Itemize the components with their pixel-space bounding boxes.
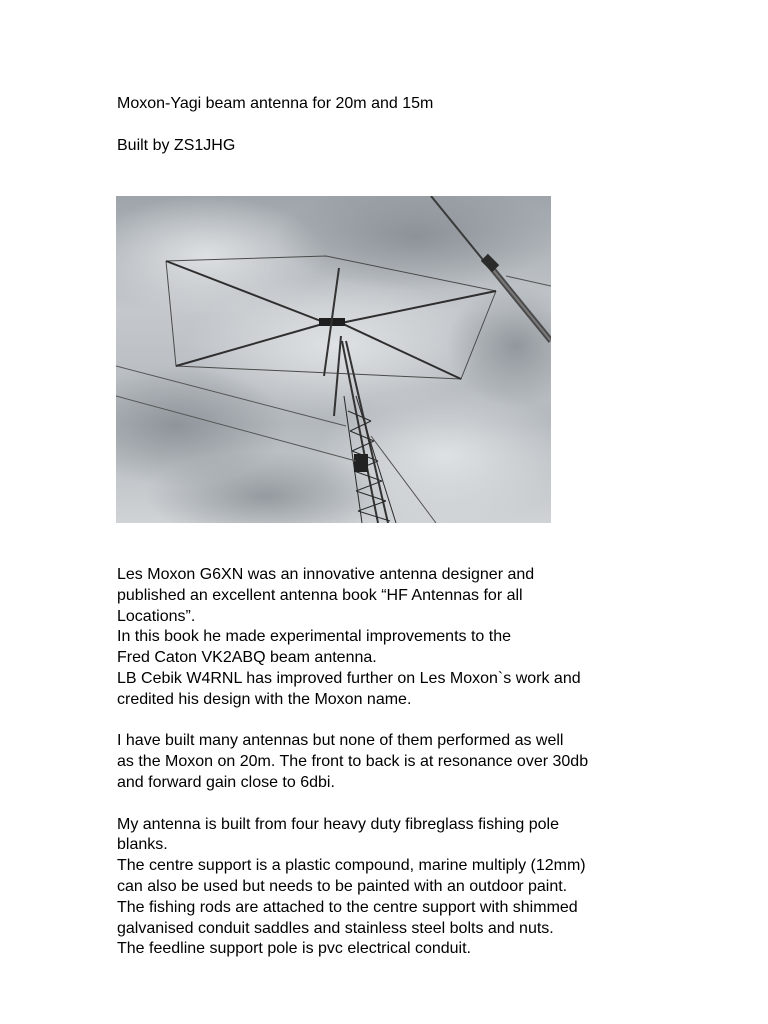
antenna-photo	[116, 196, 551, 523]
text-line: The fishing rods are attached to the centre support with shimmed	[117, 898, 578, 916]
paragraph-construction	[117, 815, 677, 961]
body-text	[117, 565, 677, 981]
rotator-box	[354, 454, 368, 472]
text-line: I have built many antennas but none of them performed as well	[117, 732, 564, 750]
text-line: galvanised conduit saddles and stainless steel bolts and nuts.	[117, 919, 554, 937]
text-line: Locations”.	[117, 607, 196, 625]
document-byline: Built by ZS1JHG	[117, 137, 236, 154]
text-line: and forward gain close to 6dbi.	[117, 773, 335, 791]
text-line: In this book he made experimental improvements to the	[117, 628, 511, 646]
document-title: Moxon-Yagi beam antenna for 20m and 15m	[117, 95, 434, 112]
text-line: The centre support is a plastic compound, marine multiply (12mm)	[117, 857, 586, 875]
text-line: can also be used but needs to be painted with an outdoor paint.	[117, 877, 568, 895]
text-line: as the Moxon on 20m. The front to back is at resonance over 30db	[117, 753, 589, 771]
text-line: Fred Caton VK2ABQ beam antenna.	[117, 649, 377, 667]
text-line: LB Cebik W4RNL has improved further on Les Moxon`s work and	[117, 669, 581, 687]
paragraph-performance	[117, 731, 677, 793]
antenna-photo-illustration	[116, 196, 551, 523]
text-line: published an excellent antenna book “HF Antennas for all	[117, 586, 523, 604]
text-line: blanks.	[117, 836, 168, 854]
paragraph-history	[117, 565, 677, 711]
text-line: Les Moxon G6XN was an innovative antenna designer and	[117, 566, 535, 583]
text-line: The feedline support pole is pvc electrical conduit.	[117, 940, 471, 958]
text-line: My antenna is built from four heavy duty fibreglass fishing pole	[117, 815, 560, 833]
text-line: credited his design with the Moxon name.	[117, 690, 412, 708]
